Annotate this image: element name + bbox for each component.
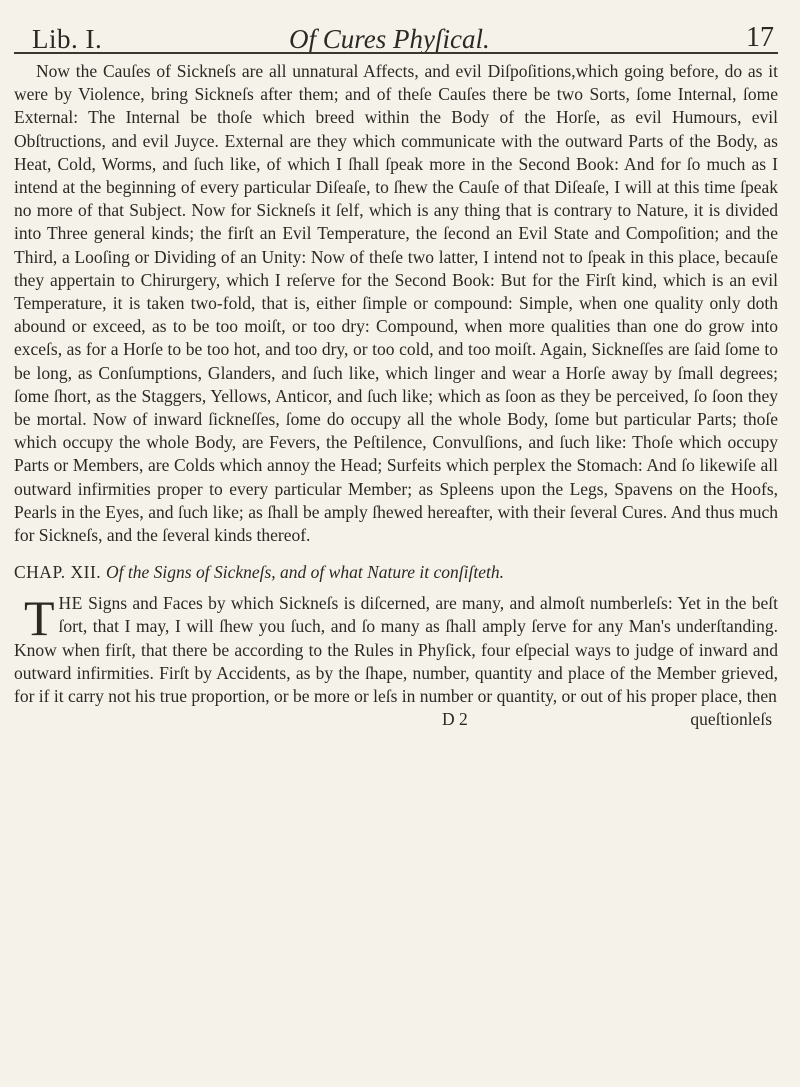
header-rule <box>14 52 778 54</box>
drop-cap: T <box>24 590 55 647</box>
paragraph-text: Signs and Faces by which Sickneſs is diſcerned, are many, and almoſt numberleſs: Yet in the beſt ſort, that I may, I will ſhew you ſuch, and ſo many as ſhall amply ſerve for any Man's underſtanding. Know when firſt, that there be according to the Rules in Phyſick, four eſpecial ways to judge of inward and outward infirmities. Firſt by Accidents, as by the ſhape, number, quantity and place of the Member grieved, for if it carry not his true proportion, or be more or leſs in number or quantity, or out of his proper place, then <box>14 593 778 707</box>
running-header <box>14 10 778 56</box>
running-title: Of Cures Phyſical. <box>289 24 490 54</box>
chapter-label: CHAP. XII. <box>14 562 102 583</box>
page-footer <box>14 708 778 734</box>
chapter-heading <box>14 561 778 584</box>
page-number: 17 <box>746 22 774 53</box>
page-body <box>14 60 778 734</box>
paragraph-signs-of-sickness <box>14 592 778 708</box>
signature-mark: D 2 <box>442 709 468 730</box>
catchword: queſtionleſs <box>690 709 772 730</box>
book-number: Lib. I. <box>32 24 103 54</box>
chapter-title: Of the Signs of Sickneſs, and of what Nature it conſiſteth. <box>106 562 504 583</box>
paragraph-causes-of-sickness: Now the Cauſes of Sickneſs are all unnatural Affects, and evil Diſpoſitions,which going before, do as it were by Violence, bring Sickneſs after them; and of theſe Cauſes there be two Sorts, ſome Internal, ſome External: The Internal be thoſe which breed within the Body of the Horſe, as evil Humours, evil Obſtructions, and evil Juyce. External are they which communicate with the outward Parts of the Body, as Heat, Cold, Worms, and ſuch like, of which I ſhall ſpeak more in the Second Book: And for ſo much as I intend at the beginning of every particular Diſeaſe, to ſhew the Cauſe of that Diſeaſe, I will at this time ſpeak no more of that Subject. Now for Sickneſs it ſelf, which is any thing that is contrary to Nature, it is divided into Three general kinds; the firſt an Evil Temperature, the ſecond an Evil State and Compoſition; and the Third, a Looſing or Dividing of an Unity: Now of theſe two latter, I intend not to ſpeak in this place, becauſe they appertain to Chirurgery, which I reſerve for the Second Book: But for the Firſt kind, which is an evil Temperature, it is taken two-fold, that is, either ſimple or compound: Simple, when one quality only doth abound or exceed, as to be too moiſt, or too dry: Compound, when more qualities than one do grow into exceſs, as for a Horſe to be too hot, and too dry, or too cold, and too moiſt. Again, Sickneſſes are ſaid ſome to be long, as Conſumptions, Glanders, and ſuch like, which linger and wear a Horſe away by ſmall degrees; ſome ſhort, as the Staggers, Yellows, Anticor, and ſuch like; which as ſoon as they be perceived, ſo ſoon they be mortal. Now of inward ſickneſſes, ſome do occupy all the whole Body, ſome but particular Parts; thoſe which occupy the whole Body, are Fevers, the Peſtilence, Convulſions, and ſuch like: Thoſe which occupy Parts or Members, are Colds which annoy the Head; Surfeits which perplex the Stomach: And ſo likewiſe all outward infirmities proper to every particular Member; as Spleens upon the Legs, Spavens on the Hoofs, Pearls in the Eyes, and ſuch like; as ſhall be amply ſhewed hereafter, with their ſeveral Cures. And thus much for Sickneſs, and the ſeveral kinds thereof. <box>14 61 778 546</box>
lead-word: HE <box>58 593 83 614</box>
